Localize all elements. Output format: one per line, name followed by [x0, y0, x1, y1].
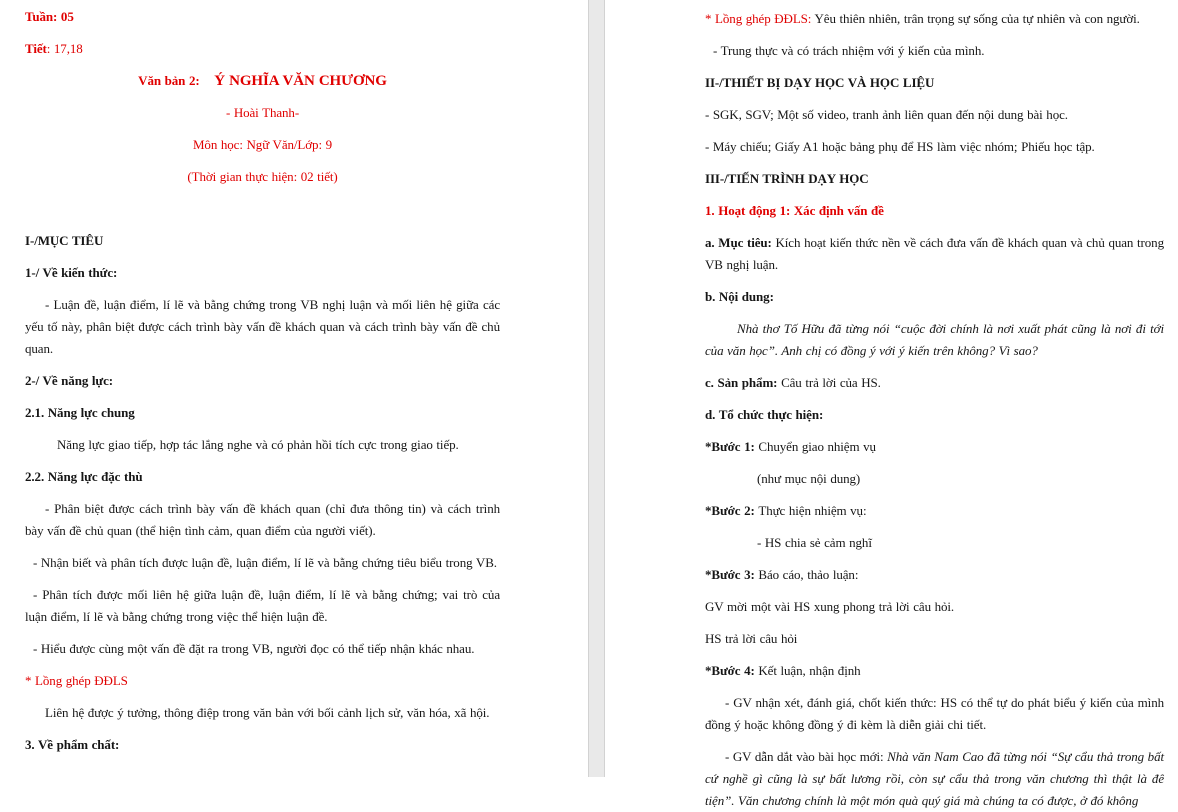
text-run: Chuyển giao nhiệm vụ — [758, 439, 876, 454]
text-run: 2.2. Năng lực đặc thù — [25, 469, 143, 484]
text-run: - Phân tích được mối liên hệ giữa luận đề, luận điểm, lí lẽ và bằng chứng; vai trò của luận điểm, lí lẽ và bằng chứng trong việc thể hiện luận đề. — [25, 587, 500, 624]
step-2 — [705, 500, 1164, 522]
text-run: Nhà thơ Tố Hữu đã từng nói “cuộc đời chính là nơi xuất phát cũng là nơi đi tới của văn học”. Anh chị có đồng ý với ý kiến trên không? Vì sao? — [705, 321, 1164, 358]
paragraph — [25, 702, 500, 724]
text-run: Kích hoạt kiến thức nền về cách đưa vấn đề khách quan và chủ quan trong VB nghị luận. — [705, 235, 1164, 272]
text-run: 1-/ Về kiến thức: — [25, 265, 118, 280]
text-run: Yêu thiên nhiên, trân trọng sự sống của tự nhiên và con người. — [814, 11, 1140, 26]
text-run: I-/MỤC TIÊU — [25, 233, 104, 248]
text-run: Thực hiện nhiệm vụ: — [758, 503, 867, 518]
paragraph — [25, 294, 500, 360]
section-heading-muc-tieu — [25, 230, 500, 252]
text-run: III-/TIẾN TRÌNH DẠY HỌC — [705, 171, 869, 186]
text-run: Liên hệ được ý tưởng, thông điệp trong văn bản với bối cảnh lịch sử, văn hóa, xã hội. — [45, 705, 490, 720]
paragraph — [25, 434, 500, 456]
text-run: Nhà văn Nam Cao đã từng nói “Sự cẩu thả trong bất cứ nghề gì cũng là sự bất lương rồi, còn sự cẩu thả trong văn chương thì thật là đê tiện”. Văn chương chính là một món quà quý giá mà chúng ta có được, ở đó không — [705, 749, 1164, 808]
subheading-pham-chat — [25, 734, 500, 756]
text-run: Ý NGHĨA VĂN CHƯƠNG — [214, 73, 387, 89]
paragraph — [705, 692, 1164, 736]
paragraph-muc-tieu — [705, 232, 1164, 276]
text-run: - SGK, SGV; Một số video, tranh ảnh liên quan đến nội dung bài học. — [705, 107, 1068, 122]
subheading-kien-thuc — [25, 262, 500, 284]
text-run: - Phân biệt được cách trình bày vấn đề khách quan (chỉ đưa thông tin) và cách trình bày vấn đề chủ quan (thể hiện tình cảm, quan điểm của người viết). — [25, 501, 500, 538]
text-run: (Thời gian thực hiện: 02 tiết) — [187, 169, 338, 184]
subject-line — [25, 134, 500, 156]
paragraph — [705, 468, 1164, 490]
author-line — [25, 102, 500, 124]
page-gutter — [588, 0, 605, 777]
paragraph — [705, 596, 1164, 618]
text-run: b. Nội dung: — [705, 289, 774, 304]
text-run: 3. Về phẩm chất: — [25, 737, 120, 752]
subheading-to-chuc — [705, 404, 1164, 426]
text-run: Năng lực giao tiếp, hợp tác lắng nghe và có phản hồi tích cực trong giao tiếp. — [57, 437, 459, 452]
text-run: 2.1. Năng lực chung — [25, 405, 135, 420]
step-1 — [705, 436, 1164, 458]
paragraph — [705, 628, 1164, 650]
text-run: - GV nhận xét, đánh giá, chốt kiến thức: HS có thể tự do phát biểu ý kiến của mình đồng ý hoặc không đồng ý đi kèm là diễn giải chi tiết. — [705, 695, 1164, 732]
text-run: a. Mục tiêu: — [705, 235, 776, 250]
subheading-nang-luc-dac-thu — [25, 466, 500, 488]
page-left[interactable] — [0, 0, 588, 777]
step-3 — [705, 564, 1164, 586]
page-right[interactable] — [605, 0, 1178, 808]
text-run: II-/THIẾT BỊ DẠY HỌC VÀ HỌC LIỆU — [705, 75, 935, 90]
label-long-ghep-ddls — [25, 670, 500, 692]
duration-line — [25, 166, 500, 188]
paragraph-long-ghep — [705, 8, 1164, 30]
text-run: Tuần: 05 — [25, 9, 74, 24]
paragraph — [705, 532, 1164, 554]
text-run: - Hoài Thanh- — [225, 105, 300, 120]
text-run: - GV dẫn dắt vào bài học mới: — [725, 749, 888, 764]
text-run: Câu trả lời của HS. — [781, 375, 881, 390]
text-run: Môn học: Ngữ Văn/Lớp: 9 — [192, 137, 333, 152]
paragraph — [25, 638, 500, 660]
subheading-nang-luc-chung — [25, 402, 500, 424]
period-label — [25, 38, 500, 60]
text-run: - Trung thực và có trách nhiệm với ý kiến của mình. — [713, 43, 985, 58]
text-run: - Máy chiếu; Giấy A1 hoặc bảng phụ để HS làm việc nhóm; Phiếu học tập. — [705, 139, 1095, 154]
section-heading-thiet-bi — [705, 72, 1164, 94]
text-run: *Bước 2: — [705, 503, 759, 518]
text-run: : 17,18 — [46, 41, 83, 56]
text-run: - Nhận biết và phân tích được luận đề, luận điểm, lí lẽ và bằng chứng tiêu biểu trong VB. — [33, 555, 497, 570]
paragraph-quote — [705, 318, 1164, 362]
text-run: - Hiểu được cùng một vấn đề đặt ra trong VB, người đọc có thể tiếp nhận khác nhau. — [33, 641, 475, 656]
text-run: *Bước 1: — [705, 439, 759, 454]
text-run: HS trả lời câu hỏi — [705, 631, 798, 646]
paragraph — [705, 746, 1164, 812]
text-run — [200, 73, 215, 88]
text-run: 2-/ Về năng lực: — [25, 373, 113, 388]
paragraph — [705, 136, 1164, 158]
paragraph — [705, 104, 1164, 126]
section-heading-tien-trinh — [705, 168, 1164, 190]
text-run: (như mục nội dung) — [757, 471, 861, 486]
text-run: Kết luận, nhận định — [758, 663, 861, 678]
text-run: * Lồng ghép ĐĐLS: — [705, 11, 815, 26]
paragraph — [705, 40, 1164, 62]
subheading-noi-dung — [705, 286, 1164, 308]
spacer — [25, 198, 500, 220]
text-run: *Bước 4: — [705, 663, 759, 678]
paragraph — [25, 552, 500, 574]
text-run: d. Tổ chức thực hiện: — [705, 407, 824, 422]
text-run: - HS chia sẻ cảm nghĩ — [757, 535, 872, 550]
week-label — [25, 6, 500, 28]
text-run: Tiết — [25, 41, 47, 56]
step-4 — [705, 660, 1164, 682]
text-run: *Bước 3: — [705, 567, 759, 582]
text-run: 1. Hoạt động 1: Xác định vấn đề — [705, 203, 884, 218]
text-run: Báo cáo, thảo luận: — [758, 567, 859, 582]
text-run: - Luận đề, luận điểm, lí lẽ và bằng chứng trong VB nghị luận và mối liên hệ giữa các yếu tố này, phân biệt được cách trình bày vấn đề khách quan và cách trình bày vấn đề chủ quan. — [25, 297, 500, 356]
lesson-title — [25, 70, 500, 92]
paragraph — [25, 584, 500, 628]
paragraph-san-pham — [705, 372, 1164, 394]
text-run: c. Sản phẩm: — [705, 375, 782, 390]
text-run: * Lồng ghép ĐĐLS — [25, 673, 128, 688]
text-run: Văn bản 2: — [138, 73, 200, 88]
text-run: GV mời một vài HS xung phong trả lời câu hỏi. — [705, 599, 955, 614]
paragraph — [25, 498, 500, 542]
activity-heading — [705, 200, 1164, 222]
subheading-nang-luc — [25, 370, 500, 392]
